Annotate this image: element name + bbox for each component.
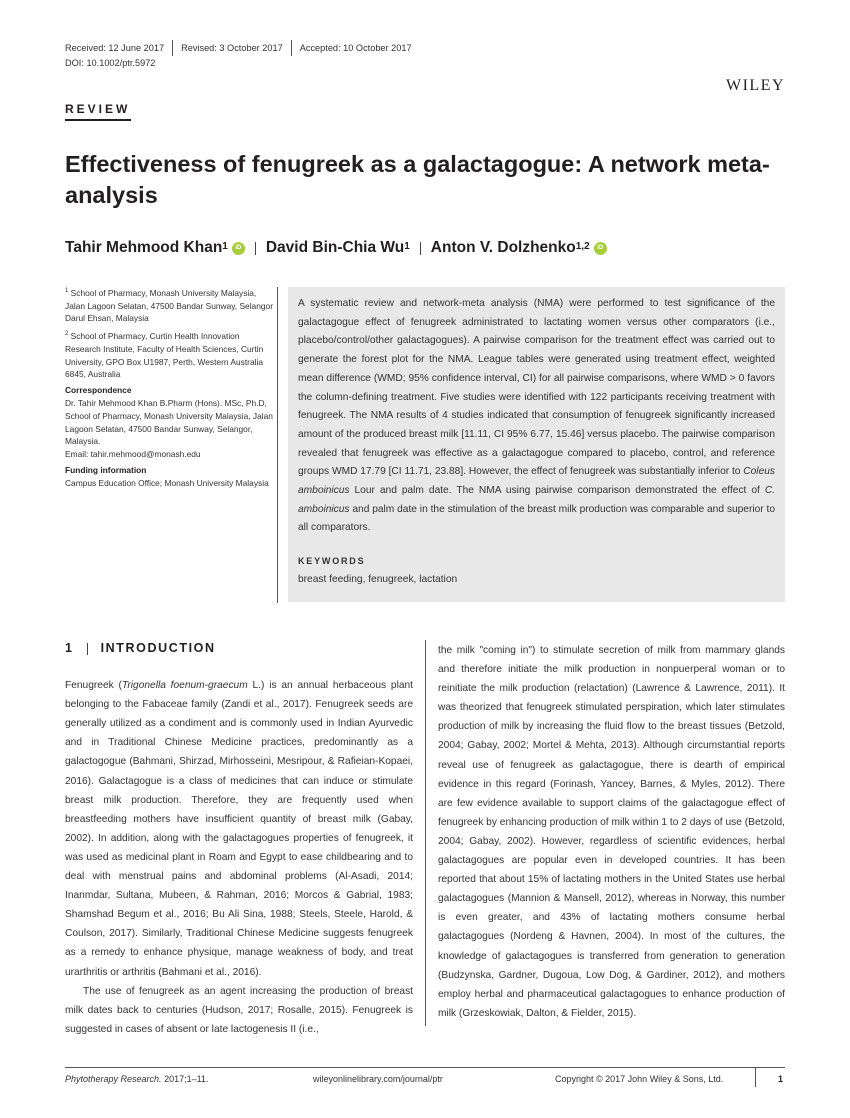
affiliation-1 bbox=[65, 285, 275, 325]
section-label: REVIEW bbox=[65, 102, 131, 116]
section-heading bbox=[65, 639, 413, 658]
orcid-icon[interactable] bbox=[232, 242, 245, 255]
keywords-heading: KEYWORDS bbox=[298, 556, 366, 567]
body-paragraph: the milk "coming in") to stimulate secretion of milk from mammary glands and therefore initiate the milk production in nonpuerperal woman or to reinitiate the milk production (relactation) (Lawrence & Lawrence, 2011). It was theorized that fenugreek stimulated perspiration, which later stimulates production of milk by increasing the fluid flow to the breast tissues (Betzold, 2004; Gabay, 2002; Mortel & Mehta, 2013). Although circumstantial reports reveal use of fenugreek as galactagogue, there is dearth of empirical evidence in this regard (Forinash, Yancey, Barnes, & Myles, 2012). There are few evidence available to support claims of the galactagogue effect of fenugreek by enhancing production of milk within 1 to 2 days of use (Betzold, 2004; Gabay, 2002). However, regardless of scientific evidences, herbal galactagogues are popular even in developed countries. It has been reported that about 15% of lactating mothers in the United States use herbal galactagogues (Mannion & Mansell, 2012), whereas in Norway, this number is even greater, and 43% of lactating mothers consume herbal galactagogues (Nordeng & Havnen, 2004). In most of the cultures, the knowledge of galactagogues is transferred from generation to generation (Budzynska, Gardner, Dugoua, Low Dog, & Gardiner, 2012), and mothers employ herbal and pharmaceutical galactagogues to enhance production of milk (Grzeskowiak, Dalton, & Fielder, 2015). bbox=[438, 645, 785, 1019]
sidebar-divider bbox=[277, 287, 278, 603]
author-affiliation-sup: 1,2 bbox=[575, 240, 590, 252]
author-affiliation-sup: 1 bbox=[222, 240, 228, 252]
correspondence-email[interactable]: Email: tahir.mehmood@monash.edu bbox=[65, 449, 201, 460]
divider bbox=[420, 242, 421, 255]
affiliation-sup: 2 bbox=[65, 331, 69, 338]
correspondence-heading: Correspondence bbox=[65, 385, 132, 396]
footer-url[interactable]: wileyonlinelibrary.com/journal/ptr bbox=[313, 1074, 443, 1084]
divider bbox=[172, 40, 173, 56]
footer-rule bbox=[65, 1067, 785, 1068]
correspondence-text: Dr. Tahir Mehmood Khan B.Pharm (Hons). MSc, Ph.D, School of Pharmacy, Monash University Malaysia, Jalan Lagoon Selatan, 47500 Bandar Sunway, Selangor, Malaysia. bbox=[65, 397, 273, 447]
footer-copyright: Copyright © 2017 John Wiley & Sons, Ltd. bbox=[555, 1074, 724, 1084]
body-column-right bbox=[438, 641, 785, 1023]
affiliations-sidebar bbox=[65, 285, 275, 490]
divider bbox=[87, 643, 88, 655]
body-column-left bbox=[65, 639, 413, 1039]
abstract-box bbox=[288, 287, 785, 602]
accepted-date: Accepted: 10 October 2017 bbox=[299, 43, 412, 53]
affiliation-text: School of Pharmacy, Curtin Health Innovation Research Institute, Faculty of Health Sciences, Curtin University, GPO Box U1987, Perth, Western Australia 6845, Australia bbox=[65, 330, 264, 380]
received-date: Received: 12 June 2017 bbox=[65, 43, 165, 53]
doi[interactable]: DOI: 10.1002/ptr.5972 bbox=[65, 58, 156, 68]
affiliation-2 bbox=[65, 328, 275, 381]
divider bbox=[755, 1067, 756, 1087]
affiliation-text: School of Pharmacy, Monash University Malaysia, Jalan Lagoon Selatan, 47500 Bandar Sunway, Selangor Darul Ehsan, Malaysia bbox=[65, 287, 273, 324]
author-affiliation-sup: 1 bbox=[404, 240, 410, 252]
keywords-list: breast feeding, fenugreek, lactation bbox=[298, 574, 458, 586]
author-name[interactable]: Tahir Mehmood Khan bbox=[65, 239, 223, 256]
revised-date: Revised: 3 October 2017 bbox=[181, 43, 283, 53]
divider bbox=[255, 242, 256, 255]
author-name[interactable]: David Bin-Chia Wu bbox=[265, 239, 405, 256]
affiliation-sup: 1 bbox=[65, 288, 69, 294]
section-number: 1 bbox=[65, 641, 74, 655]
divider bbox=[291, 40, 292, 56]
section-rule bbox=[65, 119, 131, 121]
author-list bbox=[65, 239, 607, 257]
footer-citation: Phytotherapy Research. 2017;1–11. bbox=[65, 1074, 209, 1084]
funding-text: Campus Education Office; Monash University Malaysia bbox=[65, 477, 269, 488]
article-title: Effectiveness of fenugreek as a galactagogue: A network meta-analysis bbox=[65, 151, 770, 208]
article-dates bbox=[65, 40, 412, 56]
publisher-logo: WILEY bbox=[725, 77, 785, 94]
funding-heading: Funding information bbox=[65, 464, 147, 475]
orcid-icon[interactable] bbox=[594, 242, 607, 255]
column-divider bbox=[425, 640, 426, 1026]
author-name[interactable]: Anton V. Dolzhenko bbox=[430, 239, 576, 256]
body-paragraph: The use of fenugreek as an agent increasing the production of breast milk dates back to centuries (Hudson, 2017; Rosalle, 2015). Fenugreek is suggested in cases of absent or late lactogenesis II (i.e., bbox=[65, 985, 413, 1035]
page-number: 1 bbox=[778, 1074, 784, 1084]
section-title: INTRODUCTION bbox=[100, 641, 216, 655]
body-paragraph: Fenugreek (Trigonella foenum-graecum L.) is an annual herbaceous plant belonging to the Fabaceae family (Zandi et al., 2017). Fenugreek seeds are generally utilized as a condiment and is commonly used in Indian Ayurvedic and in Traditional Chinese Medicine practices, predominantly as a galactogogue (Bahmani, Shirzad, Mirhosseini, Mesripour, & Rafieian-Kopaei, 2016). Galactagogue is a class of medicines that can induce or stimulate breast milk production. Therefore, they are frequently used when breastfeeding mothers have insufficient quantity of breast milk (Gabay, 2002). In addition, along with the galactagogues properties of fenugreek, it was used as medicinal plant in Roam and Egypt to ease childbearing and to deal with menstrual pains and abdominal problems (Al-Asadi, 2014; Inanmdar, Sultana, Mubeen, & Rahman, 2016; Morcos & Gabrial, 1983; Shamshad Begum et al., 2016; Bu Ali Sina, 1988; Steels, Steele, Harold, & Coulson, 2017). Similarly, Traditional Chinese Medicine suggests fenugreek as a remedy to enhance physique, manage weakness of body, and treat urarthritis or arthritis (Bahmani et al., 2016). bbox=[65, 680, 413, 978]
abstract-text: A systematic review and network-meta analysis (NMA) were performed to test significance of the galactagogue effect of fenugreek administrated to lactating women versus other comparators (i.e., placebo/control/other galactagogues). A pairwise comparison for the treatment effect was carried out to generate the forest plot for the NMA. League tables were generated using treatment effect, weighted mean difference (WMD; 95% confidence interval, CI) for all pairwise comparisons, where WMD > 0 favors the column-defining treatment. Five studies were identified with 122 participants receiving treatment with fenugreek. The NMA results of 4 studies indicated that consumption of fenugreek significantly increased amount of the produced breast milk [11.11, CI 95% 6.77, 15.46] versus placebo. The pairwise comparison revealed that fenugreek was effective as a galactagogue compared to placebo, control, and reference groups WMD 17.79 [CI 11.71, 23.88]. However, the effect of fenugreek was substantially inferior to Coleus amboinicus Lour and palm date. The NMA using pairwise comparison demonstrated the effect of C. amboinicus and palm date in the stimulation of the breast milk production was comparable and superior to all comparators. bbox=[298, 298, 775, 534]
